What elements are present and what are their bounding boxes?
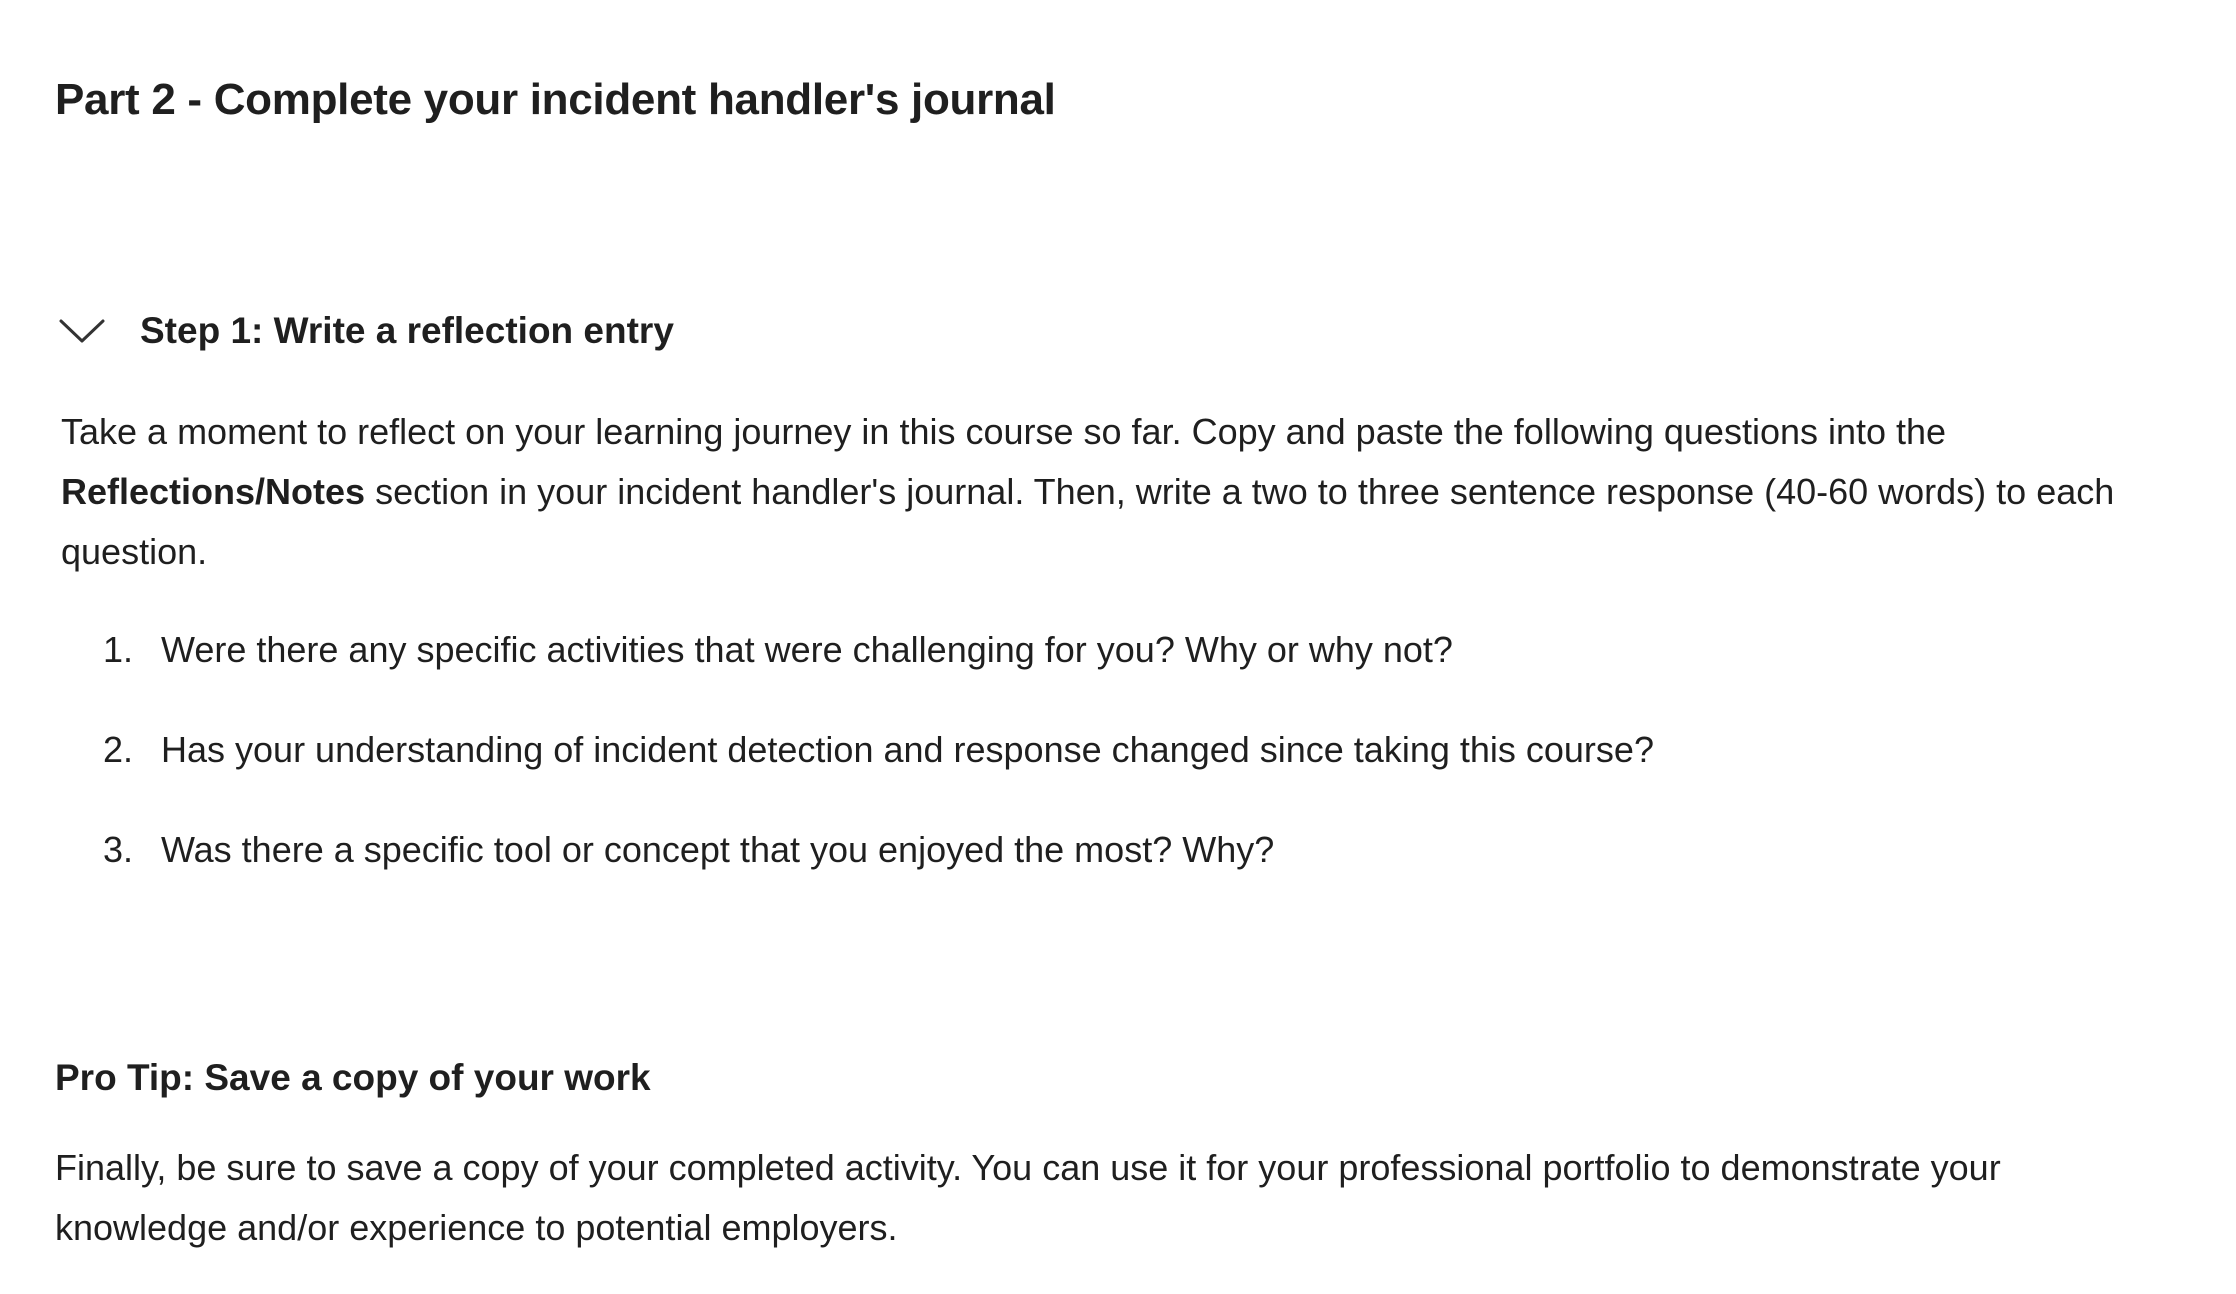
list-item (61, 820, 2141, 880)
step-1-accordion-toggle[interactable] (58, 304, 674, 358)
list-item-number: 3. (103, 829, 134, 870)
step-1-intro (61, 402, 2141, 582)
intro-text-part-2: section in your incident handler's journal. Then, write a two to three sentence response (40-60 words) to each question. (61, 471, 2115, 572)
list-item (61, 720, 2141, 780)
reflection-questions-list (61, 620, 2141, 880)
list-item-number: 2. (103, 729, 134, 770)
list-item-text: Has your understanding of incident detection and response changed since taking this course? (161, 729, 1654, 770)
step-1-content (61, 402, 2141, 920)
list-item (61, 620, 2141, 680)
list-item-number: 1. (103, 629, 134, 670)
intro-bold-section-name: Reflections/Notes (61, 471, 366, 512)
page-title: Part 2 - Complete your incident handler's journal (55, 75, 1056, 124)
pro-tip-body: Finally, be sure to save a copy of your completed activity. You can use it for your professional portfolio to demonstrate your knowledge and/or experience to potential employers. (55, 1147, 2001, 1248)
chevron-down-icon (58, 304, 114, 358)
list-item-text: Was there a specific tool or concept that you enjoyed the most? Why? (161, 829, 1275, 870)
pro-tip-title: Pro Tip: Save a copy of your work (55, 1057, 651, 1098)
step-1-title: Step 1: Write a reflection entry (140, 310, 674, 351)
intro-text-part-1: Take a moment to reflect on your learning journey in this course so far. Copy and paste the following questions into the (61, 411, 1947, 452)
list-item-text: Were there any specific activities that were challenging for you? Why or why not? (161, 629, 1453, 670)
